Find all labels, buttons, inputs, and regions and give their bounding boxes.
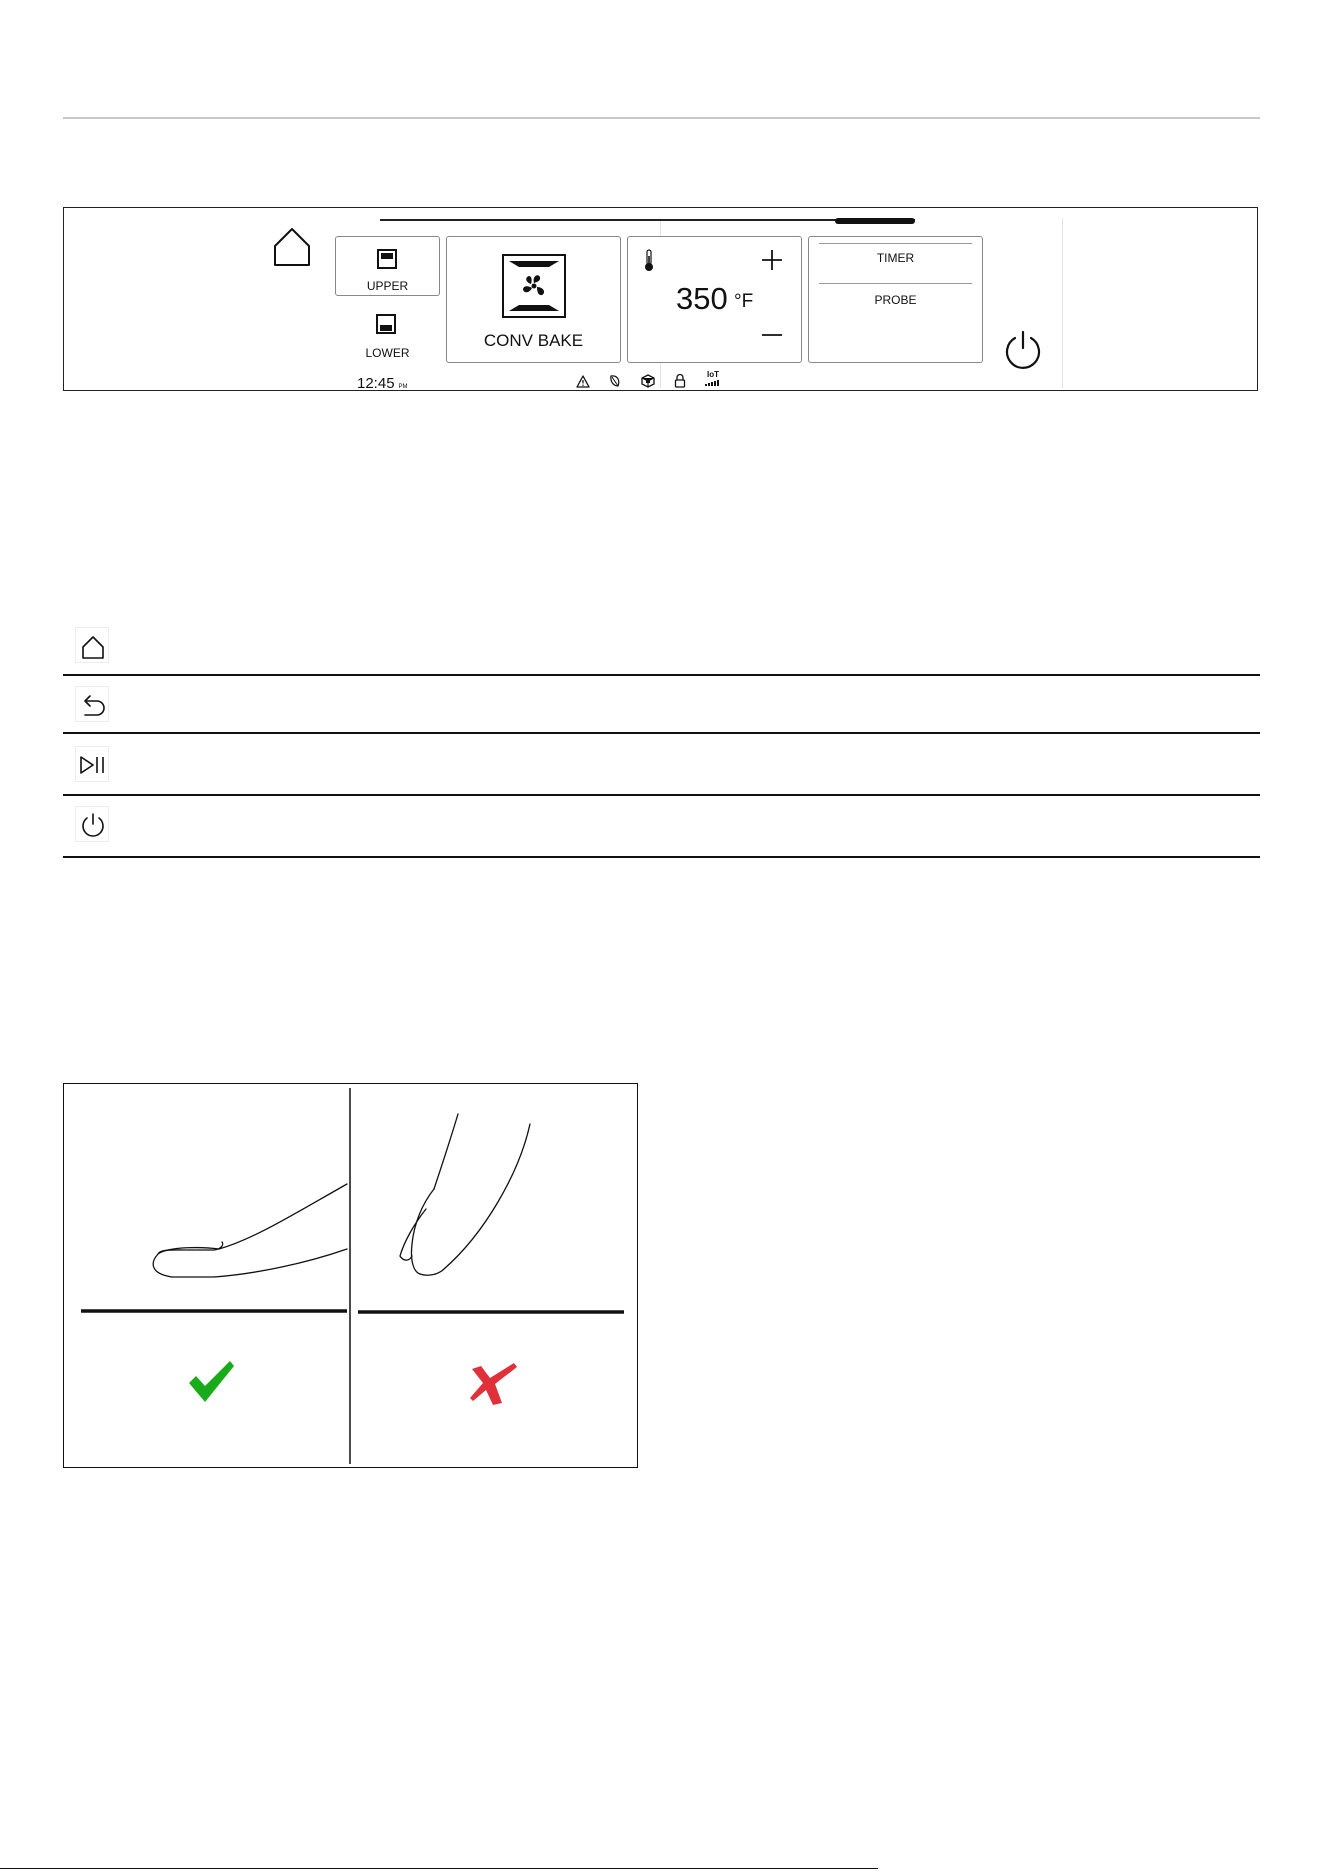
temperature-card (627, 236, 802, 363)
fingertip-drawing (400, 1114, 530, 1275)
lower-oven-icon (376, 314, 396, 334)
legend-play-pause-icon-box (75, 746, 109, 782)
leaf-icon (609, 374, 621, 388)
iot-label: IoT (707, 370, 719, 379)
upper-oven-icon (377, 249, 397, 269)
convection-fan-icon (502, 254, 566, 318)
play-pause-icon (76, 747, 110, 783)
cross-icon (468, 1361, 520, 1407)
timer-button[interactable]: TIMER (876, 251, 915, 265)
iot-signal-icon (704, 371, 722, 386)
footer-rule (0, 1868, 878, 1869)
upper-label: UPPER (366, 279, 409, 293)
thermometer-icon (643, 249, 655, 273)
check-icon (186, 1359, 236, 1405)
cook-mode-card[interactable] (446, 236, 621, 363)
cook-mode-label: CONV BAKE (483, 331, 584, 350)
legend-power-icon-box (75, 806, 109, 842)
panel-divider (1062, 218, 1063, 388)
warning-icon (576, 375, 590, 388)
timer-top-divider (819, 243, 972, 244)
touch-technique-figure (63, 1083, 638, 1468)
increase-temperature-button[interactable] (761, 249, 783, 271)
probe-button[interactable]: PROBE (874, 293, 917, 307)
clock-time: 12:45 (357, 375, 395, 392)
legend-back-icon-box (75, 686, 109, 722)
top-rule (63, 117, 1260, 119)
timer-probe-divider (819, 283, 972, 284)
temperature-value: 350 (676, 281, 728, 316)
timer-probe-card (808, 236, 983, 363)
decrease-temperature-button[interactable] (761, 332, 783, 338)
temperature-unit: °F (734, 291, 754, 312)
legend-rule (63, 732, 1260, 734)
power-icon[interactable] (1003, 329, 1043, 369)
cube-icon (641, 374, 655, 388)
upper-oven-button[interactable] (335, 236, 440, 296)
home-icon (76, 628, 110, 664)
lower-oven-button[interactable] (335, 306, 440, 362)
legend-home-icon-box (75, 627, 109, 663)
lock-icon (674, 373, 686, 388)
legend-rule (63, 794, 1260, 796)
legend-rule (63, 674, 1260, 676)
clock (357, 375, 408, 392)
power-icon (76, 807, 110, 843)
home-icon[interactable] (272, 224, 312, 268)
lower-label: LOWER (365, 346, 410, 360)
clock-ampm: PM (398, 384, 408, 390)
touch-illustration (64, 1084, 636, 1466)
back-icon (76, 687, 110, 723)
slider-knob[interactable] (835, 218, 915, 224)
legend-rule (63, 856, 1260, 858)
flat-finger-drawing (153, 1184, 347, 1277)
